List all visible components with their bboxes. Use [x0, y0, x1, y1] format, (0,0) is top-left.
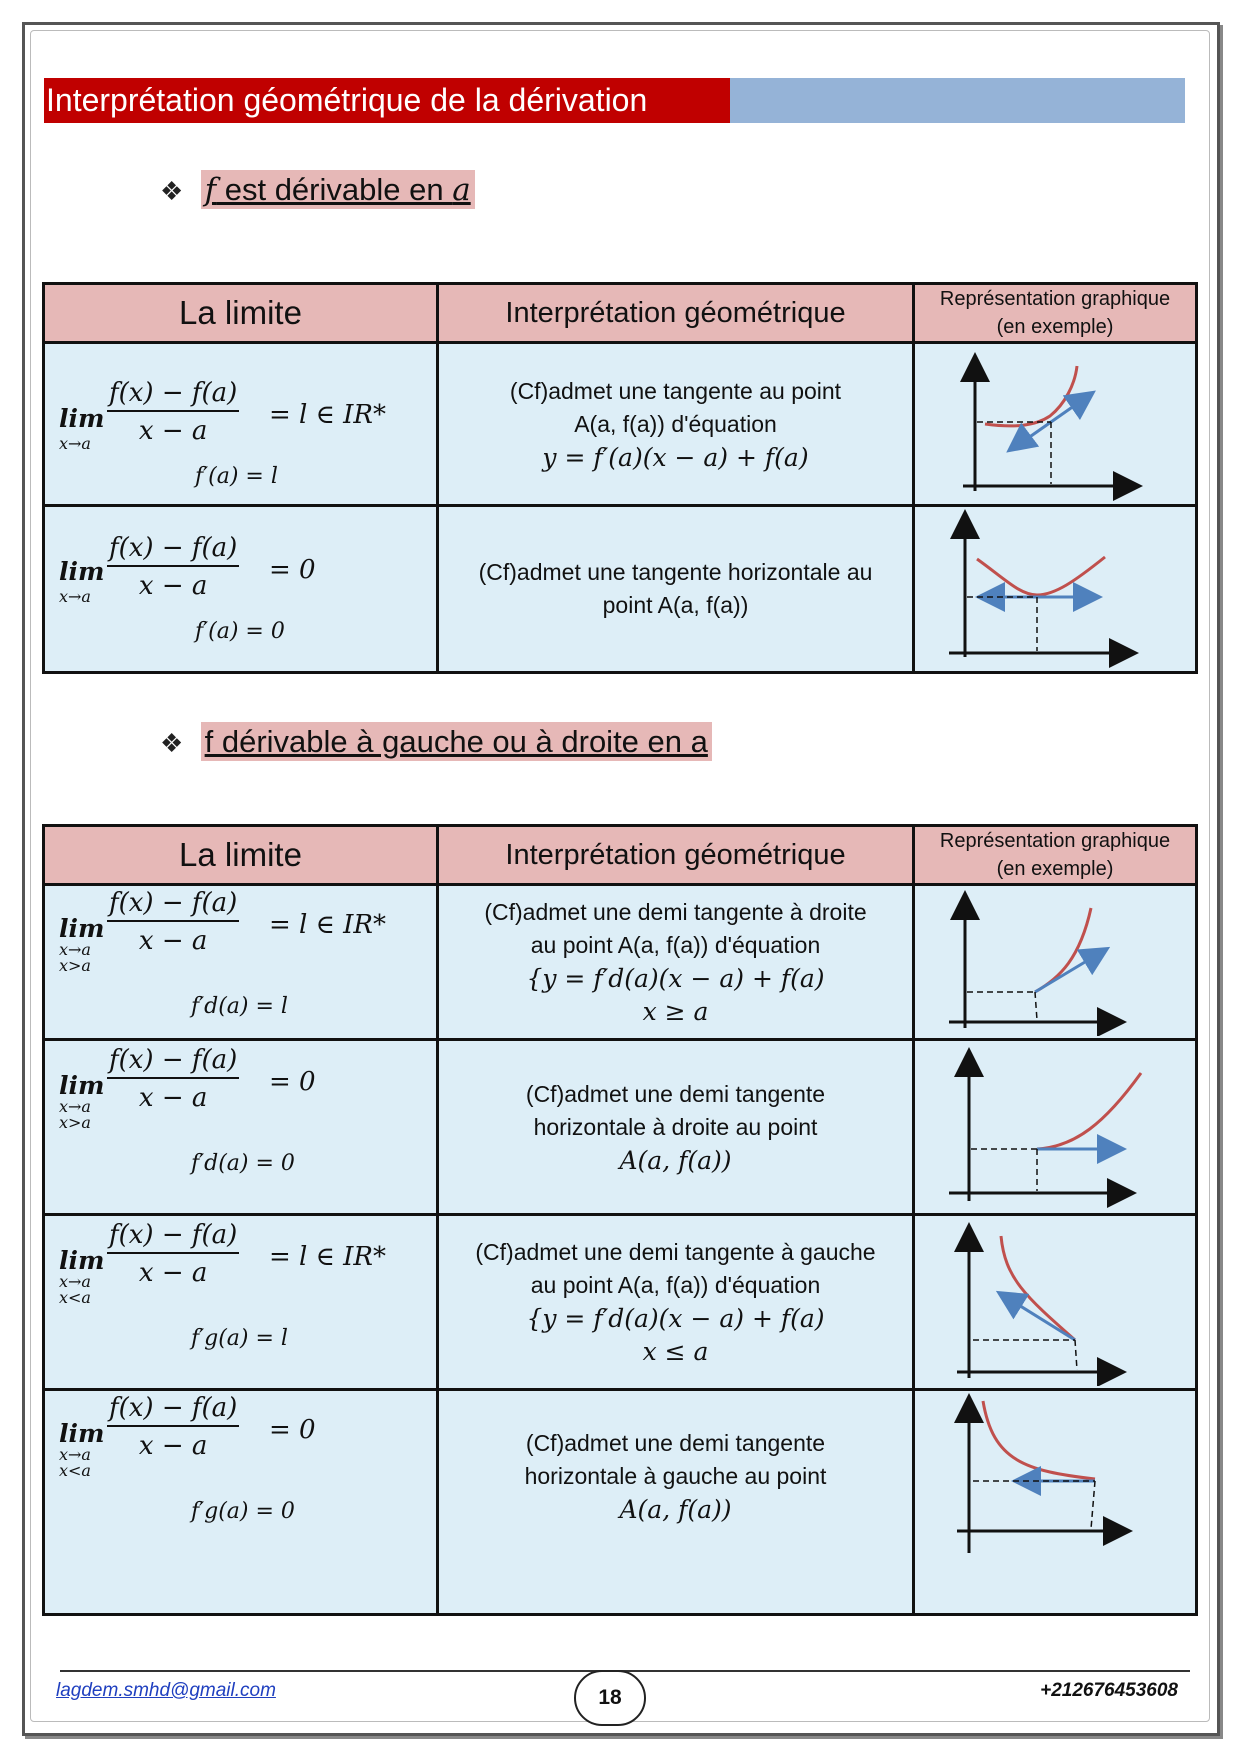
left-horizontal-tangent-graph — [915, 1391, 1195, 1561]
lim-subscript: x→a — [59, 1097, 91, 1116]
tangent-graph — [915, 346, 1195, 502]
interpretation-cell: (Cf)admet une demi tangente horizontale à droite au point A(a, f(a)) — [438, 1040, 914, 1215]
interpretation-cell: (Cf)admet une demi tangente à gauche au point A(a, f(a)) d'équation {y = f′d(a)(x − a) + f(a) x ≤ a — [438, 1215, 914, 1390]
limit-value: = l ∈ IR* — [269, 910, 386, 940]
difference-quotient: $\frac{f(x) - f(a)}{x - a}$ — [109, 1393, 238, 1461]
interpretation-cell: (Cf)admet une tangente horizontale au point A(a, f(a)) — [438, 506, 914, 673]
limit-cell — [44, 885, 438, 1040]
graph-cell — [914, 1040, 1197, 1215]
section-heading-2 — [160, 724, 712, 760]
header-interpretation: Interprétation géométrique — [438, 284, 914, 343]
limit-cell — [44, 343, 438, 506]
lim-subscript: x→a — [59, 940, 91, 959]
graph-cell — [914, 1390, 1197, 1615]
lim-subscript: x→a — [59, 434, 91, 453]
lim-word: lim — [59, 557, 105, 586]
difference-quotient: $\frac{f(x) - f(a)}{x - a}$ — [109, 1045, 238, 1113]
header-representation: Représentation graphique (en exemple) — [914, 284, 1197, 343]
derivative-value: f′d(a) = 0 — [191, 1151, 295, 1176]
header-interpretation: Interprétation géométrique — [438, 826, 914, 885]
lim-subscript: x→a — [59, 1272, 91, 1291]
lim-subscript: x→a — [59, 1445, 91, 1464]
left-half-tangent-graph — [915, 1218, 1195, 1386]
derivative-value: f′g(a) = l — [191, 1326, 288, 1351]
lim-word: lim — [59, 914, 105, 943]
section-heading-1 — [160, 172, 475, 208]
limit-cell — [44, 1040, 438, 1215]
header-limit: La limite — [44, 826, 438, 885]
right-horizontal-tangent-graph — [915, 1043, 1195, 1211]
header-limit: La limite — [44, 284, 438, 343]
derivative-value: f′d(a) = l — [191, 994, 288, 1019]
interpretation-cell: (Cf)admet une demi tangente horizontale à gauche au point A(a, f(a)) — [438, 1390, 914, 1615]
derivative-value: f′g(a) = 0 — [191, 1499, 295, 1524]
difference-quotient: $\frac{f(x) - f(a)}{x - a}$ — [109, 1220, 238, 1288]
lim-word: lim — [59, 1071, 105, 1100]
derivative-value: f′(a) = 0 — [195, 619, 285, 644]
lim-word: lim — [59, 404, 105, 433]
footer-email-link[interactable]: lagdem.smhd@gmail.com — [56, 1680, 276, 1701]
diamond-bullet-icon: ❖ — [160, 176, 184, 207]
interpretation-cell: (Cf)admet une tangente au point A(a, f(a)) d'équation y = f′(a)(x − a) + f(a) — [438, 343, 914, 506]
limit-cell — [44, 1390, 438, 1615]
section-heading-2-text: f dérivable à gauche ou à droite en a — [201, 722, 712, 761]
half-derivable-table — [42, 824, 1198, 1616]
page-title: Interprétation géométrique de la dérivation — [44, 78, 730, 123]
derivable-table — [42, 282, 1198, 674]
limit-value: = 0 — [269, 1067, 316, 1097]
lim-condition: x<a — [59, 1288, 91, 1307]
lim-subscript: x→a — [59, 587, 91, 606]
graph-cell — [914, 1215, 1197, 1390]
limit-value: = 0 — [269, 1415, 316, 1445]
interpretation-cell: (Cf)admet une demi tangente à droite au point A(a, f(a)) d'équation {y = f′d(a)(x − a) + f(a) x ≥ a — [438, 885, 914, 1040]
graph-cell — [914, 885, 1197, 1040]
limit-value: = l ∈ IR* — [269, 400, 386, 430]
right-half-tangent-graph — [915, 888, 1195, 1036]
graph-cell — [914, 343, 1197, 506]
header-representation: Représentation graphique (en exemple) — [914, 826, 1197, 885]
graph-cell — [914, 506, 1197, 673]
limit-value: = 0 — [269, 555, 316, 585]
horizontal-tangent-graph — [915, 509, 1195, 669]
derivative-value: f′(a) = l — [195, 464, 278, 489]
difference-quotient: $\frac{f(x) - f(a)}{x - a}$ — [109, 378, 238, 446]
page-number: 18 — [574, 1670, 646, 1726]
limit-value: = l ∈ IR* — [269, 1242, 386, 1272]
difference-quotient: $\frac{f(x) - f(a)}{x - a}$ — [109, 533, 238, 601]
lim-condition: x>a — [59, 1113, 91, 1132]
section-heading-1-text: f est dérivable en a — [201, 170, 475, 209]
limit-cell — [44, 1215, 438, 1390]
lim-word: lim — [59, 1246, 105, 1275]
lim-condition: x>a — [59, 956, 91, 975]
footer-phone: +212676453608 — [1040, 1680, 1178, 1701]
lim-condition: x<a — [59, 1461, 91, 1480]
limit-cell — [44, 506, 438, 673]
difference-quotient: $\frac{f(x) - f(a)}{x - a}$ — [109, 888, 238, 956]
diamond-bullet-icon: ❖ — [160, 728, 184, 759]
lim-word: lim — [59, 1419, 105, 1448]
